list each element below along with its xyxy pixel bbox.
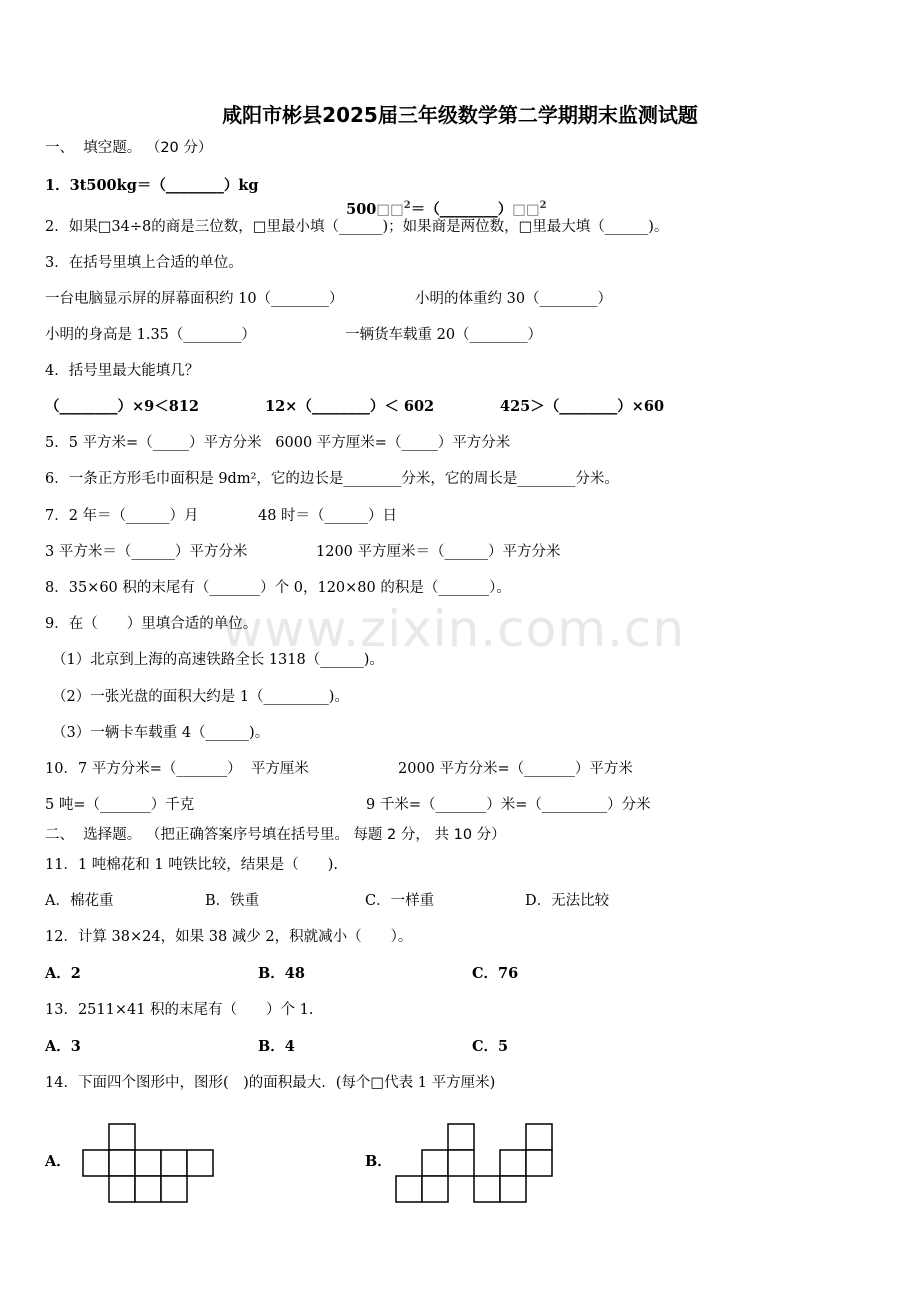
q3-c: 小明的身高是 1.35（________） bbox=[45, 327, 256, 343]
q7-c: 3 平方米＝（______）平方分米 bbox=[45, 544, 248, 560]
figure-b-square bbox=[526, 1124, 552, 1150]
q10-c: 5 吨=（_______）千克 bbox=[45, 797, 195, 813]
q1-right-value: 500 bbox=[346, 200, 377, 218]
figure-b-square bbox=[526, 1150, 552, 1176]
q10-b: 2000 平方分米=（_______）平方米 bbox=[398, 761, 633, 777]
q7-d: 1200 平方厘米＝（______）平方分米 bbox=[316, 544, 561, 560]
figure-b-square bbox=[500, 1150, 526, 1176]
q14-text: 14．下面四个图形中，图形( )的面积最大．(每个□代表 1 平方厘米) bbox=[45, 1075, 496, 1091]
figure-a-square bbox=[109, 1124, 135, 1150]
figure-b-square bbox=[422, 1150, 448, 1176]
q14-label-a: A． bbox=[45, 1153, 71, 1170]
q2: 2．如果□34÷8的商是三位数，□里最小填（______)；如果商是两位数，□里最大填（______)。 bbox=[45, 219, 669, 235]
figure-b-square bbox=[500, 1176, 526, 1202]
q9-s3: （3）一辆卡车载重 4（______)。 bbox=[52, 725, 270, 741]
q10-a: 10．7 平方分米=（_______） 平方厘米 bbox=[45, 761, 309, 777]
q12-option-a: A．2 bbox=[45, 965, 81, 982]
figure-b-square bbox=[474, 1176, 500, 1202]
section-1-header: 一、 填空题。 （20 分） bbox=[45, 140, 213, 156]
q12-text: 12．计算 38×24，如果 38 减少 2，积就减小（ ）。 bbox=[45, 929, 413, 945]
watermark: www.zixin.com.cn bbox=[222, 600, 686, 658]
unit-placeholder-icon: □□ bbox=[376, 200, 404, 218]
q12-option-c: C．76 bbox=[472, 965, 519, 982]
unit-placeholder-icon: □□ bbox=[512, 200, 540, 218]
q7-a: 7．2 年＝（______）月 bbox=[45, 508, 199, 524]
q4-a: （________）×9＜812 bbox=[45, 398, 200, 415]
figure-a-square bbox=[187, 1150, 213, 1176]
q1-right-blank: ＝（________） bbox=[410, 200, 513, 218]
figure-b-square bbox=[396, 1176, 422, 1202]
q11-option-d: D．无法比较 bbox=[525, 893, 610, 909]
q5: 5．5 平方米=（_____）平方分米 6000 平方厘米=（_____）平方分米 bbox=[45, 435, 511, 451]
page-title: 咸阳市彬县2025届三年级数学第二学期期末监测试题 bbox=[222, 103, 698, 127]
q12-option-b: B．48 bbox=[258, 965, 305, 982]
q7-b: 48 时＝（______）日 bbox=[258, 508, 398, 524]
figure-a-square bbox=[109, 1150, 135, 1176]
figure-a-square bbox=[109, 1176, 135, 1202]
figure-a-square bbox=[135, 1176, 161, 1202]
q14-label-b: B． bbox=[365, 1153, 392, 1170]
q9-s2: （2）一张光盘的面积大约是 1（_________)。 bbox=[52, 689, 349, 705]
q11-option-a: A．棉花重 bbox=[45, 893, 114, 909]
q13-option-a: A．3 bbox=[45, 1038, 81, 1055]
figure-b-square bbox=[448, 1150, 474, 1176]
q8: 8．35×60 积的末尾有（_______）个 0，120×80 的积是（_______）。 bbox=[45, 580, 511, 596]
q6: 6．一条正方形毛巾面积是 9dm²，它的边长是________分米，它的周长是________分米。 bbox=[45, 471, 619, 487]
q9-s1: （1）北京到上海的高速铁路全长 1318（______)。 bbox=[52, 652, 384, 668]
figure-a-square bbox=[161, 1176, 187, 1202]
q3-b: 小明的体重约 30（________） bbox=[415, 291, 613, 307]
q3-text: 3．在括号里填上合适的单位。 bbox=[45, 255, 243, 271]
q1-right bbox=[336, 176, 547, 220]
q13-option-c: C．5 bbox=[472, 1038, 509, 1055]
q1-exponent: 2 bbox=[403, 200, 411, 211]
q4-b: 12×（________）＜ 602 bbox=[265, 398, 435, 415]
q3-a: 一台电脑显示屏的屏幕面积约 10（________） bbox=[45, 291, 344, 307]
q11-text: 11．1 吨棉花和 1 吨铁比较，结果是（ ). bbox=[45, 857, 338, 873]
figure-a-square bbox=[135, 1150, 161, 1176]
figure-b-square bbox=[422, 1176, 448, 1202]
figure-b bbox=[395, 1123, 553, 1203]
figure-b-square bbox=[448, 1124, 474, 1150]
q11-option-c: C．一样重 bbox=[365, 893, 435, 909]
q10-d: 9 千米=（_______）米=（_________）分米 bbox=[366, 797, 651, 813]
q1-exponent: 2 bbox=[539, 200, 547, 211]
q11-option-b: B．铁重 bbox=[205, 893, 260, 909]
q3-d: 一辆货车载重 20（________） bbox=[345, 327, 543, 343]
figure-a bbox=[82, 1123, 214, 1203]
q13-option-b: B．4 bbox=[258, 1038, 295, 1055]
q1-left: 1．3t500kg＝（________）kg bbox=[45, 177, 259, 194]
figure-a-square bbox=[161, 1150, 187, 1176]
section-2-header: 二、 选择题。 （把正确答案序号填在括号里。 每题 2 分， 共 10 分） bbox=[45, 827, 506, 843]
figure-a-square bbox=[83, 1150, 109, 1176]
q4-text: 4．括号里最大能填几？ bbox=[45, 363, 200, 379]
q4-c: 425＞（________）×60 bbox=[500, 398, 665, 415]
q9-text: 9．在（ ）里填合适的单位。 bbox=[45, 616, 258, 632]
q13-text: 13．2511×41 积的末尾有（ ）个 1. bbox=[45, 1002, 314, 1018]
